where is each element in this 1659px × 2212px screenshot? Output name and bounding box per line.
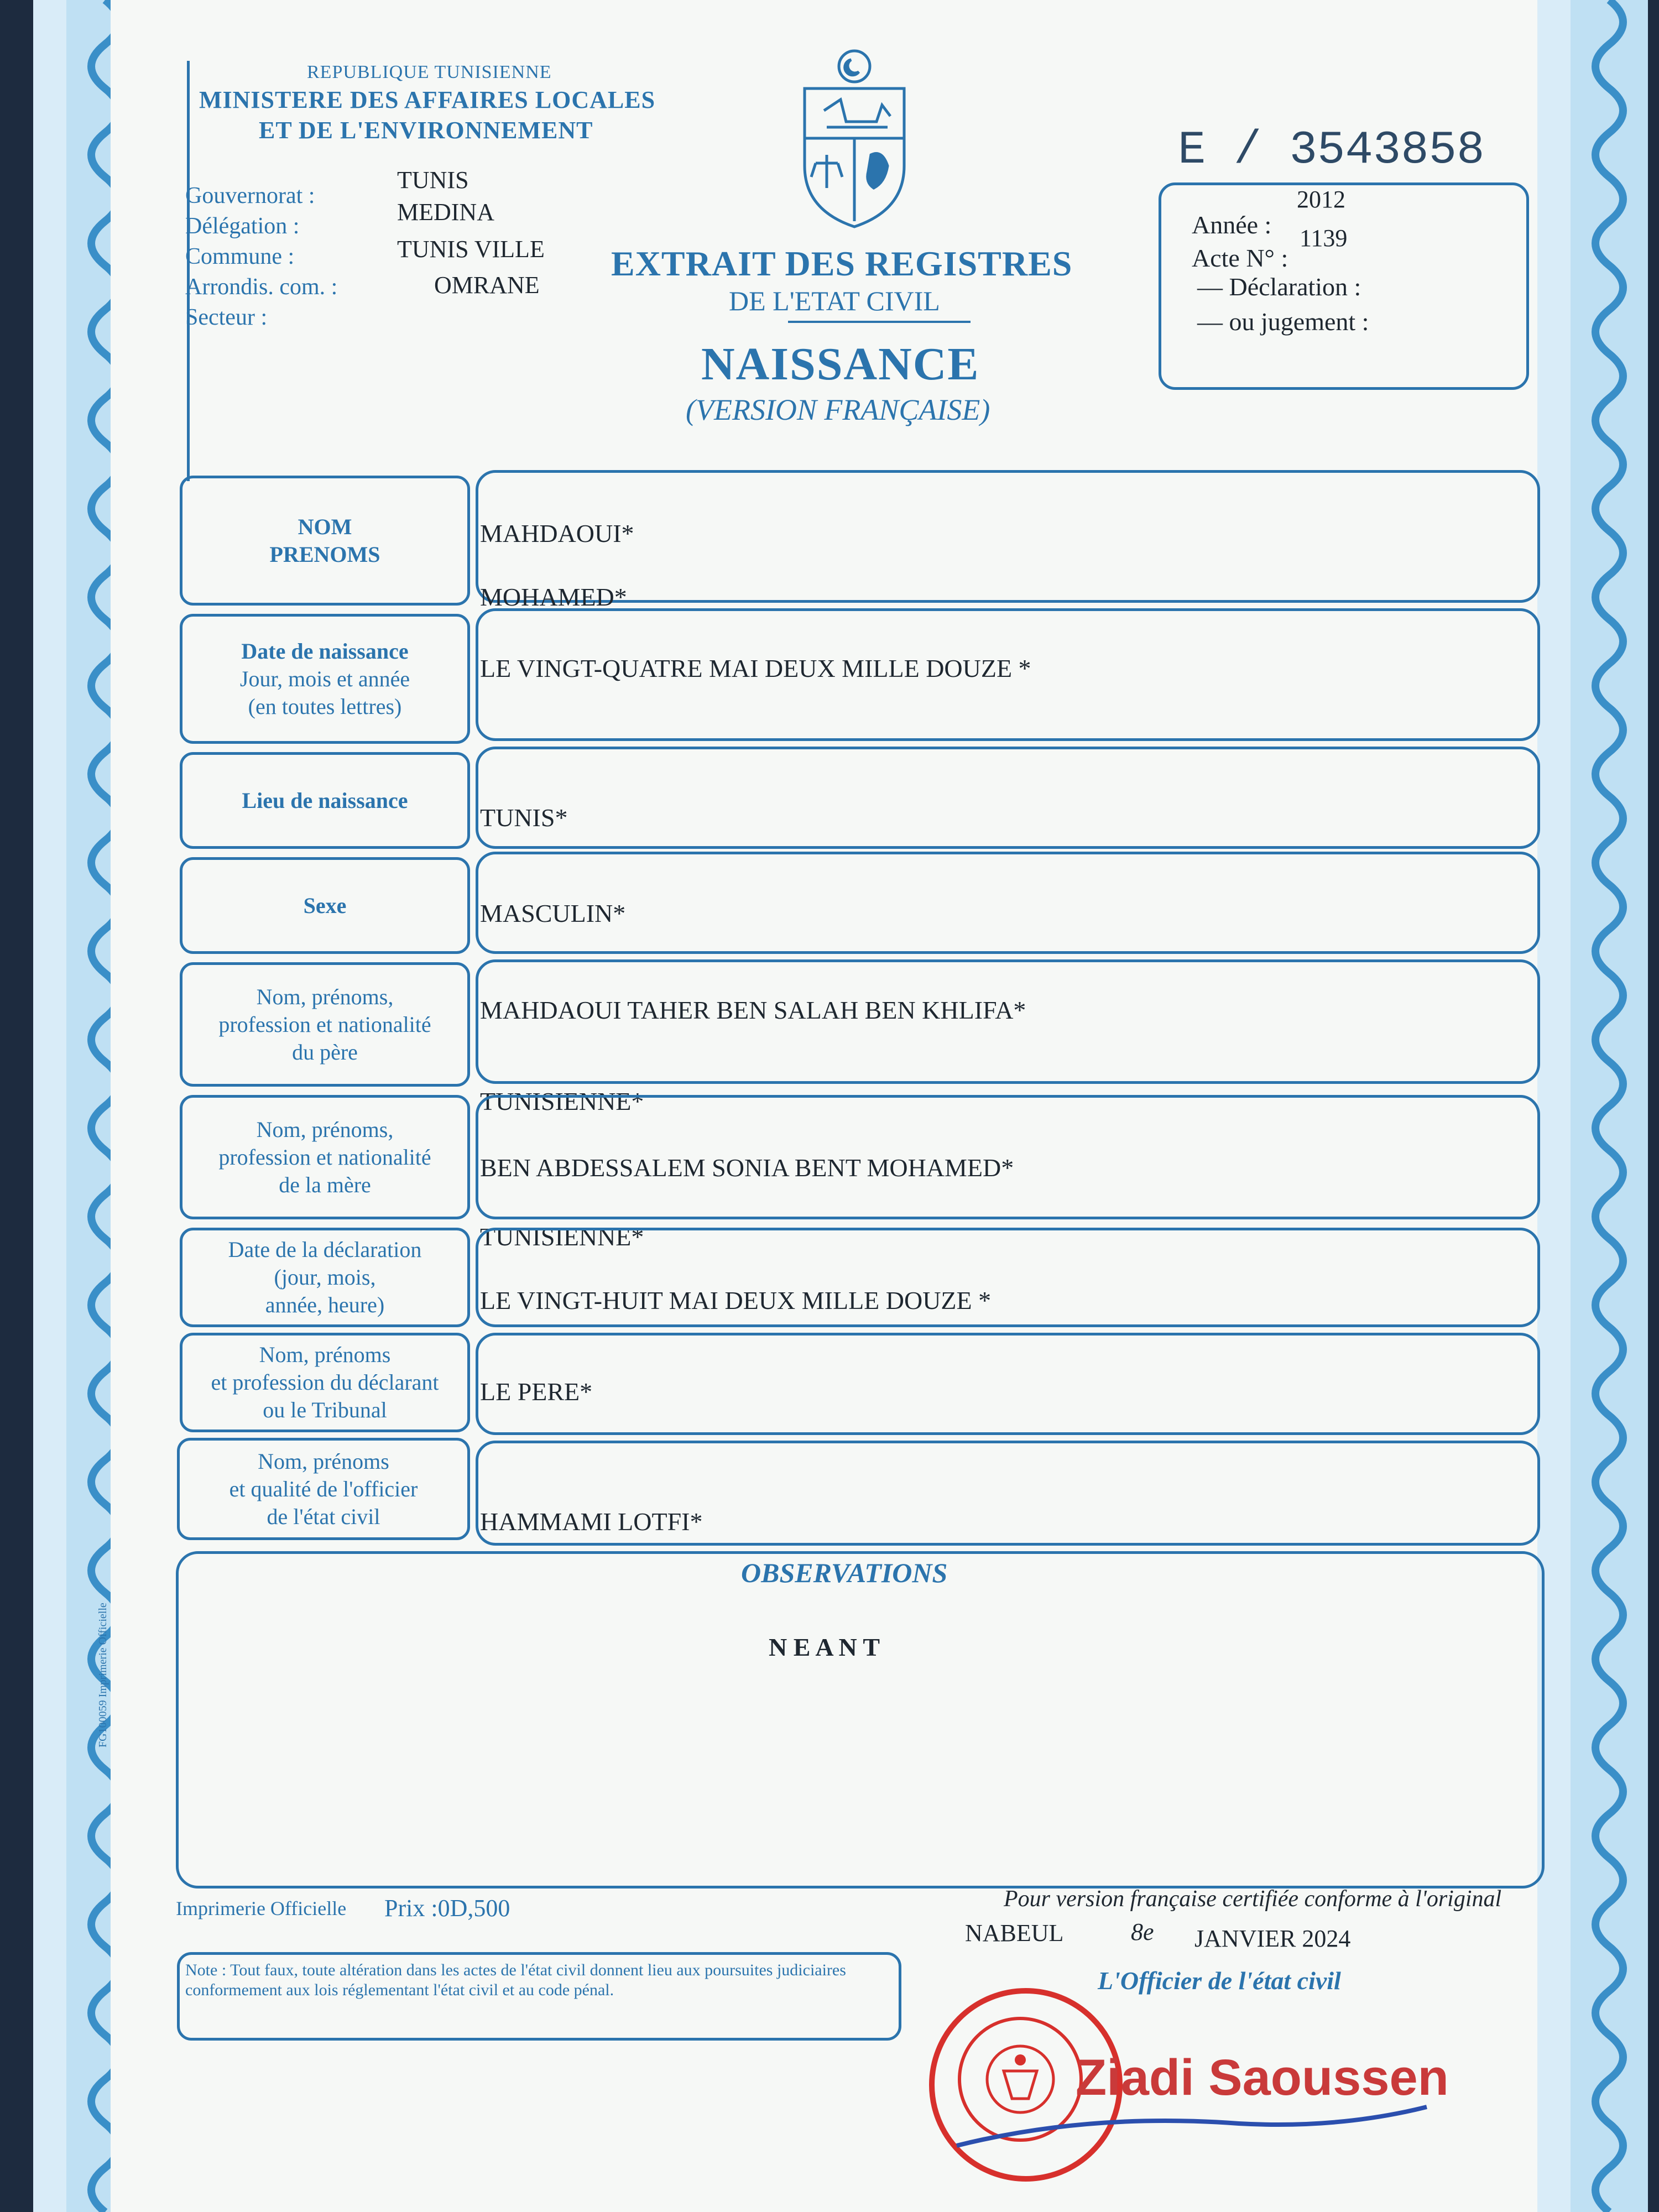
footer-jour: 8e xyxy=(1131,1918,1154,1945)
gouvernorat-label: Gouvernorat : xyxy=(185,183,315,208)
footer-date: JANVIER 2024 xyxy=(1194,1925,1351,1952)
declarant-value-box xyxy=(476,1333,1540,1435)
title-line-1: EXTRAIT DES REGISTRES xyxy=(611,244,1073,283)
title-line-2: DE L'ETAT CIVIL xyxy=(729,285,940,316)
officier-label-1: Nom, prénoms xyxy=(258,1448,389,1474)
declarant-label-1: Nom, prénoms xyxy=(259,1342,391,1367)
date-label-2: Jour, mois et année xyxy=(239,666,410,691)
lieu-value-box xyxy=(476,747,1540,849)
prix-label: Prix :0D,500 xyxy=(384,1895,510,1922)
naissance-title: NAISSANCE xyxy=(701,338,980,390)
serial-number: E / 3543858 xyxy=(1178,124,1485,177)
sexe-value: MASCULIN* xyxy=(480,899,626,927)
declaration-label: — Déclaration : xyxy=(1197,273,1361,301)
pere-label-2: profession et nationalité xyxy=(218,1011,431,1037)
sexe-label-cell xyxy=(180,857,470,954)
mere-nationalite-value: TUNISIENNE* xyxy=(480,1223,644,1251)
declarant-label-3: ou le Tribunal xyxy=(263,1397,387,1422)
secteur-label: Secteur : xyxy=(185,305,268,330)
header-rule xyxy=(187,61,190,481)
lieu-naissance-label-cell xyxy=(180,752,470,849)
prenoms-value: MOHAMED* xyxy=(480,583,627,611)
decl-label-2: (jour, mois, xyxy=(274,1265,376,1290)
ministere-line-1: MINISTERE DES AFFAIRES LOCALES xyxy=(199,86,656,113)
officier-label-3: de l'état civil xyxy=(267,1504,380,1529)
signature-stroke-icon xyxy=(951,2090,1438,2157)
pere-nationalite-value: TUNISIENNE* xyxy=(480,1087,644,1115)
lieu-value: TUNIS* xyxy=(480,804,568,832)
imprimerie-label: Imprimerie Officielle xyxy=(176,1897,347,1919)
nom-prenoms-value-box xyxy=(476,470,1540,603)
delegation-label: Délégation : xyxy=(185,213,300,239)
mere-label-2: profession et nationalité xyxy=(218,1144,431,1170)
sexe-value-box xyxy=(476,852,1540,954)
version-subtitle: (VERSION FRANÇAISE) xyxy=(686,393,990,426)
annee-label: Année : xyxy=(1192,211,1272,239)
pere-label-3: du père xyxy=(292,1039,358,1065)
commune-label: Commune : xyxy=(185,244,295,269)
delegation-value: MEDINA xyxy=(397,199,494,226)
arrondis-value: OMRANE xyxy=(434,272,540,299)
jugement-label: — ou jugement : xyxy=(1197,307,1369,336)
pere-value: MAHDAOUI TAHER BEN SALAH BEN KHLIFA* xyxy=(480,996,1026,1024)
declaration-label-cell xyxy=(180,1228,470,1327)
officier-label-cell xyxy=(177,1438,470,1540)
observations-value: N E A N T xyxy=(769,1633,880,1661)
gouvernorat-value: TUNIS xyxy=(397,166,469,194)
mere-label-1: Nom, prénoms, xyxy=(256,1117,394,1142)
commune-value: TUNIS VILLE xyxy=(397,236,545,263)
date-label-1: Date de naissance xyxy=(241,638,409,664)
date-label-3: (en toutes lettres) xyxy=(248,693,402,719)
pere-label-cell xyxy=(180,962,470,1087)
title-underline xyxy=(788,321,971,323)
prenoms-label: PRENOMS xyxy=(269,541,380,567)
declarant-label-2: et profession du déclarant xyxy=(211,1370,439,1395)
mere-value: BEN ABDESSALEM SONIA BENT MOHAMED* xyxy=(480,1154,1014,1182)
nom-label: NOM xyxy=(298,514,352,539)
annee-value: 2012 xyxy=(1297,186,1345,213)
mere-label-cell xyxy=(180,1095,470,1219)
declarant-label-cell xyxy=(180,1333,470,1432)
sexe-label: Sexe xyxy=(303,893,347,918)
date-naissance-value: LE VINGT-QUATRE MAI DEUX MILLE DOUZE * xyxy=(480,654,1031,682)
arrondis-label: Arrondis. com. : xyxy=(185,274,338,300)
nom-prenoms-label-cell xyxy=(180,476,470,606)
nom-value: MAHDAOUI* xyxy=(480,519,634,547)
officier-title: L'Officier de l'état civil xyxy=(1098,1966,1341,1995)
signature: Ziadi Saoussen xyxy=(1076,2049,1449,2106)
pere-label-1: Nom, prénoms, xyxy=(256,984,394,1009)
certifie-text: Pour version française certifiée conforme à l'original xyxy=(1004,1886,1502,1912)
lieu-label: Lieu de naissance xyxy=(242,787,408,813)
date-naissance-label-cell xyxy=(180,614,470,744)
decl-label-1: Date de la déclaration xyxy=(228,1237,422,1262)
footer-lieu: NABEUL xyxy=(965,1919,1064,1947)
note-text: Note : Tout faux, toute altération dans les actes de l'état civil donnent lieu aux poursuites judiciaires conformement aux lois réglementant l'état civil et au code pénal. xyxy=(185,1961,846,1999)
officier-label-2: et qualité de l'officier xyxy=(229,1476,418,1501)
decl-label-3: année, heure) xyxy=(265,1292,385,1317)
declarant-value: LE PERE* xyxy=(480,1378,593,1406)
acte-label: Acte N° : xyxy=(1192,244,1288,272)
ministere-line-2: ET DE L'ENVIRONNEMENT xyxy=(259,117,593,144)
coat-of-arms-icon xyxy=(794,44,915,232)
side-print-text: FG100059 Imprimerie Officielle xyxy=(97,1603,109,1747)
acte-value: 1139 xyxy=(1300,225,1348,252)
observations-title: OBSERVATIONS xyxy=(741,1557,948,1588)
declaration-value: LE VINGT-HUIT MAI DEUX MILLE DOUZE * xyxy=(480,1286,992,1314)
observations-box xyxy=(176,1551,1545,1888)
officier-value: HAMMAMI LOTFI* xyxy=(480,1507,703,1536)
republique-label: REPUBLIQUE TUNISIENNE xyxy=(307,62,552,82)
right-border-pattern xyxy=(1571,0,1648,2212)
mere-label-3: de la mère xyxy=(279,1172,371,1197)
